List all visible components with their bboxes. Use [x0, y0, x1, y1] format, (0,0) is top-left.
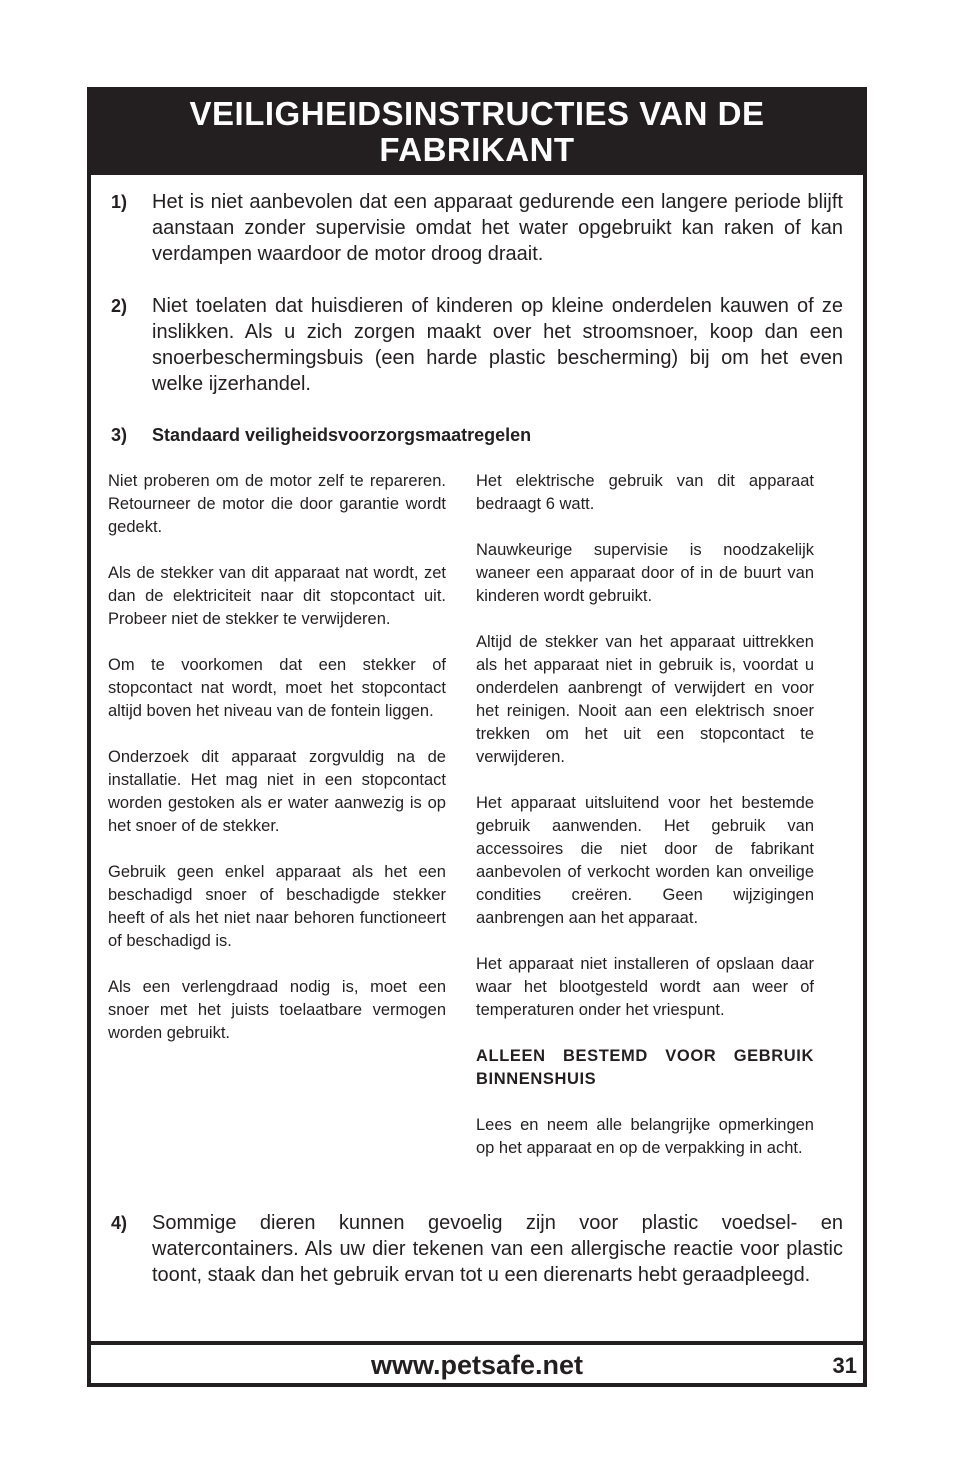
instruction-1 — [111, 189, 843, 267]
precaution-paragraph: Het apparaat niet installeren of opslaan daar waar het blootgesteld wordt aan weer of temperaturen onder het vriespunt. — [476, 955, 814, 1019]
instruction-text: Niet toelaten dat huisdieren of kinderen op kleine onderdelen kauwen of ze inslikken. Als u zich zorgen maakt over het stroomsnoer, koop dan een snoerbeschermingsbuis (een harde plastic bescherming) bij om het even welke ijzerhandel. — [152, 295, 843, 395]
title-line-2: FABRIKANT — [379, 131, 575, 168]
precaution-paragraph: Altijd de stekker van het apparaat uittrekken als het apparaat niet in gebruik is, voordat u onderdelen aanbrengt of verwijdert en voor het reinigen. Nooit aan een elektrisch snoer trekken om het uit een stopcontact te verwijderen. — [476, 633, 814, 766]
instruction-text: Het is niet aanbevolen dat een apparaat gedurende een langere periode blijft aanstaan zonder supervisie omdat het water opgebruikt kan raken of kan verdampen waardoor de motor droog draait. — [152, 191, 843, 265]
instruction-number: 4) — [111, 1213, 128, 1233]
precaution-paragraph: Gebruik geen enkel apparaat als het een beschadigd snoer of beschadigde stekker heeft of als het niet naar behoren functioneert of beschadigd is. — [108, 863, 446, 950]
page-frame — [87, 87, 867, 1387]
precaution-paragraph: Lees en neem alle belangrijke opmerkingen op het apparaat en op de verpakking in acht. — [476, 1116, 814, 1157]
precaution-paragraph: Onderzoek dit apparaat zorgvuldig na de installatie. Het mag niet in een stopcontact worden gestoken als er water aanwezig is op het snoer of de stekker. — [108, 748, 446, 835]
title-line-1: VEILIGHEIDSINSTRUCTIES VAN DE — [189, 95, 765, 132]
instruction-number: 1) — [111, 192, 128, 212]
precaution-paragraph: Als de stekker van dit apparaat nat wordt, zet dan de elektriciteit naar dit stopcontact uit. Probeer niet de stekker te verwijderen. — [108, 564, 446, 628]
instruction-2 — [111, 293, 843, 397]
footer-divider — [91, 1341, 863, 1345]
precaution-paragraph: Als een verlengdraad nodig is, moet een snoer met het juists toelaatbare vermogen worden gebruikt. — [108, 978, 446, 1042]
precaution-paragraph: Het elektrische gebruik van dit apparaat bedraagt 6 watt. — [476, 472, 814, 513]
instruction-number: 3) — [111, 425, 128, 445]
page-title — [91, 91, 863, 175]
instruction-number: 2) — [111, 296, 128, 316]
instruction-heading-text: Standaard veiligheidsvoorzorgsmaatregelen — [152, 425, 532, 445]
precaution-paragraph: Niet proberen om de motor zelf te repareren. Retourneer de motor die door garantie wordt gedekt. — [108, 472, 446, 536]
footer-url: www.petsafe.net — [370, 1350, 584, 1380]
instruction-4 — [111, 1210, 843, 1288]
right-column — [476, 470, 814, 1183]
indoor-use-notice: ALLEEN BESTEMD VOOR GEBRUIK BINNENSHUIS — [476, 1047, 814, 1088]
precaution-paragraph: Om te voorkomen dat een stekker of stopcontact nat wordt, moet het stopcontact altijd boven het niveau van de fontein liggen. — [108, 656, 446, 720]
page-number: 31 — [832, 1353, 857, 1378]
precaution-paragraph: Nauwkeurige supervisie is noodzakelijk waneer een apparaat door of in de buurt van kinderen wordt gebruikt. — [476, 541, 814, 605]
instruction-text: Sommige dieren kunnen gevoelig zijn voor plastic voedsel- en watercontainers. Als uw dier tekenen van een allergische reactie voor plastic toont, staak dan het gebruik ervan tot u een dierenarts hebt geraadpleegd. — [152, 1212, 843, 1286]
left-column — [108, 470, 446, 1068]
precaution-paragraph: Het apparaat uitsluitend voor het bestemde gebruik aanwenden. Het gebruik van accessoires die niet door de fabrikant aanbevolen of verkocht worden kan onveilige condities creëren. Geen wijzigingen aanbrengen aan het apparaat. — [476, 794, 814, 927]
instruction-3-heading — [111, 425, 531, 446]
